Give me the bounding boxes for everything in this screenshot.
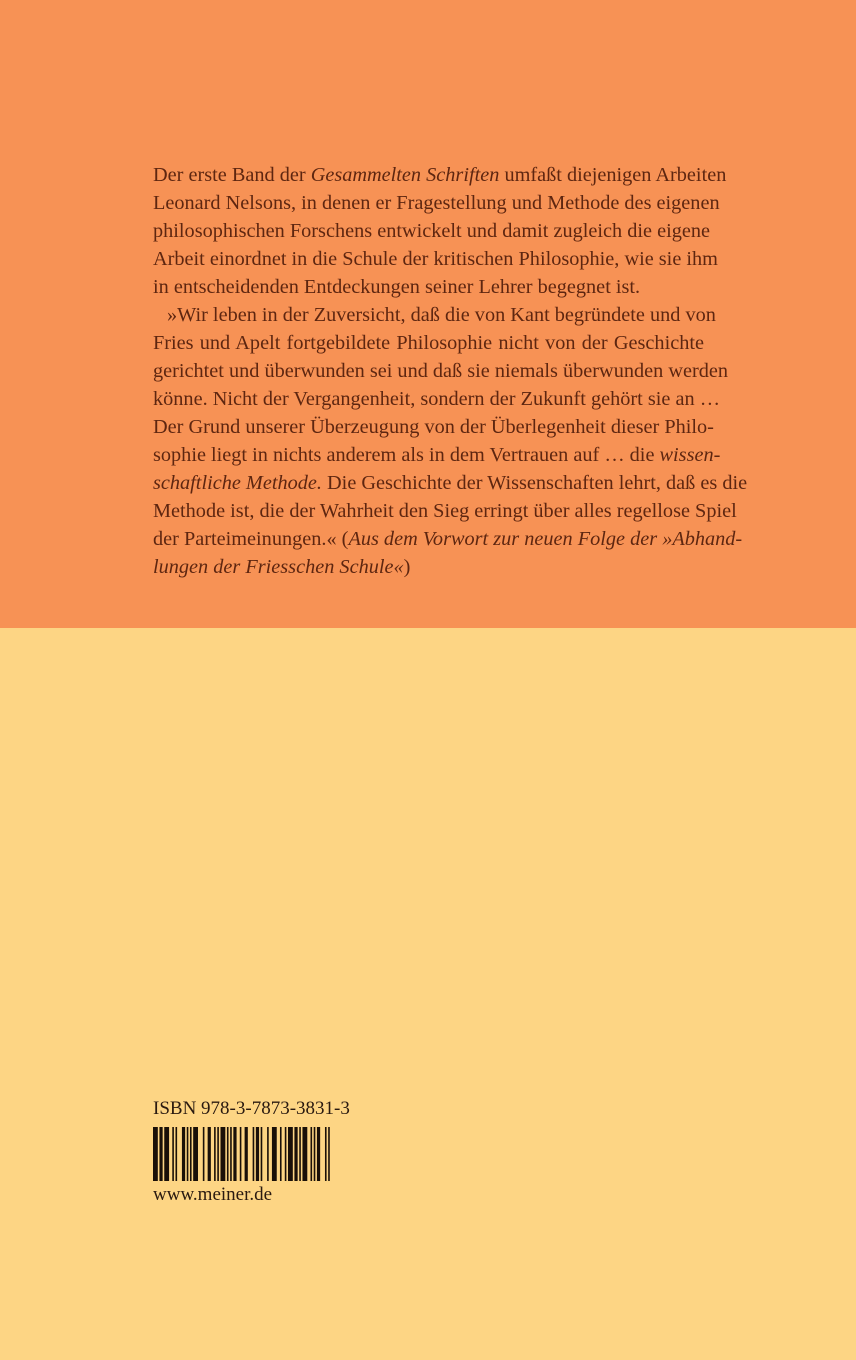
barcode-bar <box>272 1127 277 1181</box>
text-line <box>153 385 720 413</box>
italic-text: schaftliche Methode. <box>153 472 322 494</box>
barcode-bar <box>182 1127 185 1181</box>
barcode-bar <box>153 1127 158 1181</box>
text-segment: »Wir leben in der Zuversicht, daß die von Kant begründete und von <box>167 304 716 326</box>
barcode-bar <box>187 1127 189 1181</box>
barcode-bar <box>311 1127 313 1181</box>
text-segment: Der erste Band der <box>153 164 311 186</box>
barcode-bar <box>227 1127 229 1181</box>
isbn-label: ISBN 978-3-7873-3831-3 <box>153 1098 350 1119</box>
barcode-bar <box>325 1127 327 1181</box>
text-line <box>153 357 729 385</box>
text-segment: Methode ist, die der Wahrheit den Sieg erringt über alles regellose Spiel <box>153 500 737 522</box>
text-line <box>153 553 704 581</box>
text-line <box>153 273 704 301</box>
barcode-bar <box>214 1127 216 1181</box>
barcode-bar <box>288 1127 293 1181</box>
text-line <box>153 469 748 497</box>
italic-text: Gesammelten Schriften <box>310 164 500 186</box>
text-segment: könne. Nicht der Vergangenheit, sondern der Zukunft gehört sie an … <box>153 388 720 410</box>
barcode-bar <box>261 1127 263 1181</box>
text-line <box>153 189 720 217</box>
text-segment: Die Geschichte der Wissenschaften lehrt, daß es die <box>321 472 748 494</box>
barcode-bar <box>299 1127 301 1181</box>
text-line <box>153 329 704 357</box>
text-segment: philosophischen Forschens entwickelt und damit zugleich die eigene <box>153 220 711 242</box>
barcode-bar <box>221 1127 226 1181</box>
text-line <box>153 497 737 525</box>
text-line <box>153 525 743 553</box>
barcode-bar <box>285 1127 287 1181</box>
barcode-bar <box>280 1127 282 1181</box>
barcode-bar <box>253 1127 255 1181</box>
blurb-text <box>153 161 748 581</box>
barcode-bar <box>230 1127 232 1181</box>
barcode-bar <box>190 1127 192 1181</box>
text-line <box>153 217 711 245</box>
barcode-bar <box>233 1127 236 1181</box>
barcode-bar <box>245 1127 248 1181</box>
barcode-bar <box>203 1127 205 1181</box>
text-line <box>153 161 727 189</box>
barcode-bar <box>267 1127 269 1181</box>
barcode-bar <box>314 1127 316 1181</box>
text-segment: Der Grund unserer Überzeugung von der Überlegenheit dieser Philo- <box>153 416 714 438</box>
barcode-bar <box>302 1127 307 1181</box>
text-segment: Arbeit einordnet in die Schule der kritischen Philosophie, wie sie ihm <box>153 248 718 270</box>
publisher-url: www.meiner.de <box>153 1184 273 1205</box>
barcode-bar <box>328 1127 330 1181</box>
italic-text: wissen- <box>659 444 721 466</box>
barcode-bar <box>317 1127 320 1181</box>
italic-text: lungen der Friesschen Schule« <box>153 556 404 578</box>
italic-text: Aus dem Vorwort zur neuen Folge der »Abhand- <box>348 528 743 550</box>
text-segment: Fries und Apelt fortgebildete Philosophie nicht von der Geschichte <box>153 332 704 354</box>
barcode-bar <box>193 1127 198 1181</box>
text-line <box>153 413 714 441</box>
barcode-bar <box>294 1127 297 1181</box>
barcode-bar <box>159 1127 162 1181</box>
text-line <box>153 301 716 329</box>
text-segment: sophie liegt in nichts anderem als in dem Vertrauen auf … die <box>153 444 660 466</box>
text-line <box>153 245 718 273</box>
barcode-icon <box>153 1127 333 1181</box>
text-segment: in entscheidenden Entdeckungen seiner Lehrer begegnet ist. <box>153 276 641 298</box>
barcode-bar <box>256 1127 259 1181</box>
text-segment: gerichtet und überwunden sei und daß sie niemals überwunden werden <box>153 360 729 382</box>
text-segment: ) <box>403 556 411 578</box>
barcode-bar <box>240 1127 242 1181</box>
text-segment: Leonard Nelsons, in denen er Fragestellung und Methode des eigenen <box>153 192 720 214</box>
barcode-bar <box>172 1127 174 1181</box>
barcode-bar <box>217 1127 219 1181</box>
barcode-bar <box>164 1127 169 1181</box>
text-segment: der Parteimeinungen.« ( <box>153 528 349 550</box>
text-segment: umfaßt diejenigen Arbeiten <box>499 164 727 186</box>
barcode-bar <box>176 1127 178 1181</box>
barcode-bar <box>208 1127 211 1181</box>
text-line <box>153 441 721 469</box>
